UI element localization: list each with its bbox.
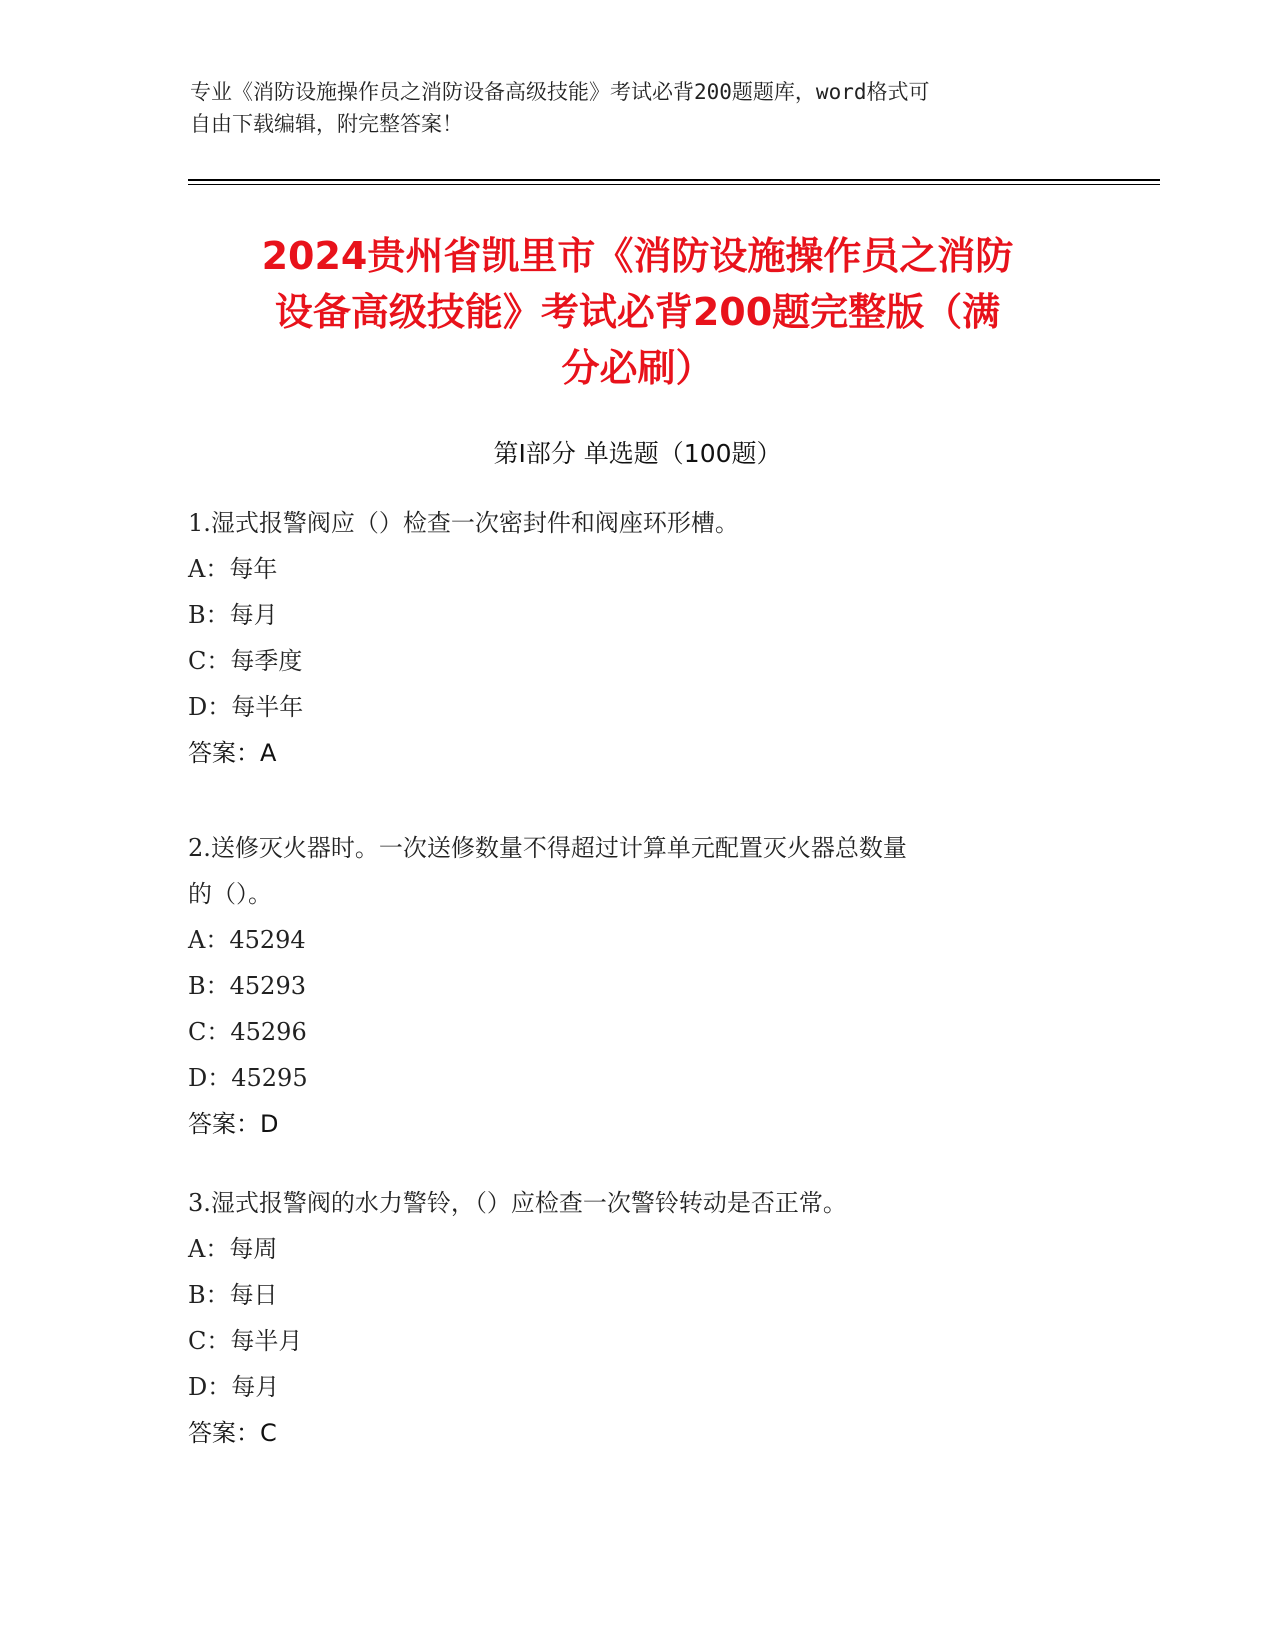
title-line-1: 2024贵州省凯里市《消防设施操作员之消防 xyxy=(261,234,1014,278)
question-stem: 2.送修灭火器时。一次送修数量不得超过计算单元配置灭火器总数量 xyxy=(188,834,907,862)
option-a: A：45294 xyxy=(188,926,306,954)
question-2 xyxy=(188,825,1088,1147)
question-stem-continued: 的（）。 xyxy=(188,880,272,908)
header-note xyxy=(190,76,1090,140)
option-c: C：每季度 xyxy=(188,647,303,675)
section-title: 第Ⅰ部分 单选题（100题） xyxy=(493,439,782,468)
title-line-3: 分必刷） xyxy=(561,346,714,390)
option-d: D：45295 xyxy=(188,1064,308,1092)
question-stem: 1.湿式报警阀应（）检查一次密封件和阀座环形槽。 xyxy=(188,509,739,537)
title-line-2: 设备高级技能》考试必背200题完整版（满 xyxy=(274,290,1001,334)
question-1 xyxy=(188,500,1088,776)
header-note-line-1: 专业《消防设施操作员之消防设备高级技能》考试必背200题题库，word格式可 xyxy=(190,80,930,104)
option-b: B：45293 xyxy=(188,972,306,1000)
option-a: A：每年 xyxy=(188,555,278,583)
option-b: B：每日 xyxy=(188,1281,278,1309)
header-divider-thin xyxy=(188,184,1160,185)
option-a: A：每周 xyxy=(188,1235,278,1263)
question-stem: 3.湿式报警阀的水力警铃，（）应检查一次警铃转动是否正常。 xyxy=(188,1189,847,1217)
answer: 答案：D xyxy=(188,1110,279,1138)
option-d: D：每半年 xyxy=(188,693,304,721)
option-b: B：每月 xyxy=(188,601,278,629)
document-title xyxy=(150,228,1125,396)
header-note-line-2: 自由下载编辑，附完整答案！ xyxy=(190,112,463,136)
header-divider-thick xyxy=(188,179,1160,181)
option-c: C：45296 xyxy=(188,1018,307,1046)
option-c: C：每半月 xyxy=(188,1327,303,1355)
option-d: D：每月 xyxy=(188,1373,280,1401)
answer: 答案：A xyxy=(188,739,277,767)
answer: 答案：C xyxy=(188,1419,277,1447)
question-3 xyxy=(188,1180,1088,1456)
